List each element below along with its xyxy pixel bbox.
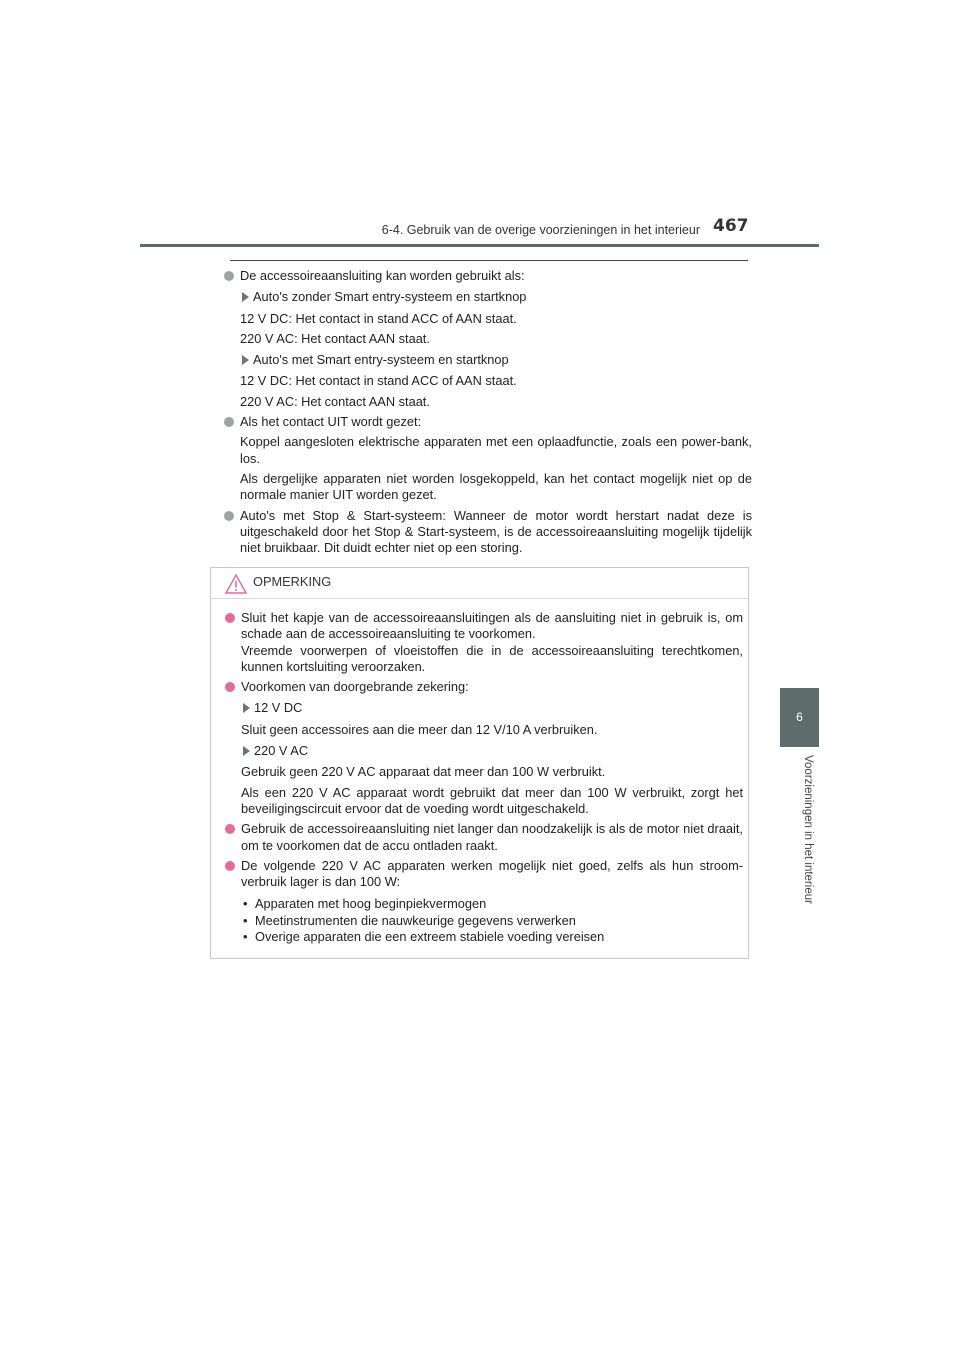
notice-box xyxy=(210,567,749,959)
notice-body xyxy=(223,606,743,945)
arrow-right-icon xyxy=(243,746,250,756)
notice-bullet xyxy=(223,858,743,891)
notice-title: OPMERKING xyxy=(253,574,332,589)
chapter-title: Voorzieningen in het interieur xyxy=(802,755,814,904)
list-item: • Meetinstrumenten die nauwkeurige gegevens verwerken xyxy=(243,912,576,928)
notice-bullet xyxy=(223,679,743,695)
arrow-right-icon xyxy=(242,355,249,365)
bullet-stop-start xyxy=(222,508,752,557)
bullet-contact-off xyxy=(222,414,752,430)
sub-heading-text: Auto's zonder Smart entry-systeem en startknop xyxy=(253,289,527,305)
bullet-dot-icon xyxy=(225,682,235,692)
page-number: 467 xyxy=(713,216,749,236)
bullet-text: Auto's met Stop & Start-systeem: Wanneer de motor wordt herstart nadat deze is uitgeschakeld door het Stop & Start-systeem, is de accessoireaansluiting mogelijk tijdelijk niet bruikbaar. Dit duidt echter niet op een storing. xyxy=(240,507,752,556)
bullet-usage xyxy=(222,268,752,284)
sub-heading-text: 12 V DC xyxy=(254,700,303,716)
paragraph: Koppel aangesloten elektrische apparaten met een oplaadfunctie, zoals een power-bank, los. xyxy=(240,434,752,466)
bullet-text: Sluit het kapje van de accessoireaansluitingen als de aansluiting niet in gebruik is, om schade aan de accessoireaansluiting te voorkomen. xyxy=(241,610,743,642)
bullet-dot-icon xyxy=(225,824,235,834)
bullet-dot-icon xyxy=(224,271,234,281)
arrow-right-icon xyxy=(242,292,249,302)
sub-heading xyxy=(223,700,743,716)
chapter-tab[interactable]: 6 xyxy=(780,688,819,747)
paragraph: Gebruik geen 220 V AC apparaat dat meer dan 100 W verbruikt. xyxy=(241,764,606,780)
paragraph: 12 V DC: Het contact in stand ACC of AAN staat. xyxy=(240,310,517,326)
paragraph: Vreemde voorwerpen of vloeistoffen die in de accessoireaansluiting terechtkomen, kunnen kortsluiting veroorzaken. xyxy=(241,642,743,674)
header-rule xyxy=(140,244,819,247)
bullet-text: De accessoireaansluiting kan worden gebruikt als: xyxy=(240,268,525,283)
bullet-text: Gebruik de accessoireaansluiting niet langer dan noodzakelijk is als de motor niet draait, om te voorkomen dat de accu ontladen raakt. xyxy=(241,821,743,853)
bullet-text: De volgende 220 V AC apparaten werken mogelijk niet goed, zelfs als hun stroom-verbruik lager is dan 100 W: xyxy=(241,857,743,890)
notice-header xyxy=(211,568,748,598)
sub-heading xyxy=(223,743,743,759)
sub-heading xyxy=(222,289,752,305)
sub-heading-text: Auto's met Smart entry-systeem en startknop xyxy=(253,352,509,368)
sub-heading xyxy=(222,352,752,368)
bullet-text: Als het contact UIT wordt gezet: xyxy=(240,414,422,430)
notice-divider xyxy=(211,598,748,599)
bullet-dot-icon xyxy=(224,417,234,427)
section-header: 6-4. Gebruik van de overige voorzieningen in het interieur xyxy=(381,223,700,237)
sub-heading-text: 220 V AC xyxy=(254,743,309,759)
bullet-dot-icon xyxy=(225,861,235,871)
bullet-dot-icon xyxy=(224,511,234,521)
paragraph: 220 V AC: Het contact AAN staat. xyxy=(240,393,430,409)
arrow-right-icon xyxy=(243,703,250,713)
notice-bullet xyxy=(223,821,743,854)
paragraph: 12 V DC: Het contact in stand ACC of AAN staat. xyxy=(240,373,517,389)
content-top-rule xyxy=(230,260,748,261)
paragraph: Sluit geen accessoires aan die meer dan 12 V/10 A verbruiken. xyxy=(241,721,598,737)
notice-bullet xyxy=(223,610,743,643)
dash-list xyxy=(223,896,743,945)
bullet-dot-icon xyxy=(225,613,235,623)
main-content xyxy=(222,264,752,559)
paragraph: Als een 220 V AC apparaat wordt gebruikt dat meer dan 100 W verbruikt, zorgt het beveiligingscircuit ervoor dat de voeding wordt uitgeschakeld. xyxy=(241,784,743,816)
list-item: • Overige apparaten die een extreem stabiele voeding vereisen xyxy=(243,929,605,945)
list-item: • Apparaten met hoog beginpiekvermogen xyxy=(243,896,487,912)
warning-icon xyxy=(225,574,247,594)
paragraph: 220 V AC: Het contact AAN staat. xyxy=(240,330,430,346)
bullet-text: Voorkomen van doorgebrande zekering: xyxy=(241,679,469,695)
paragraph: Als dergelijke apparaten niet worden losgekoppeld, kan het contact mogelijk niet op de normale manier UIT worden gezet. xyxy=(240,470,752,503)
